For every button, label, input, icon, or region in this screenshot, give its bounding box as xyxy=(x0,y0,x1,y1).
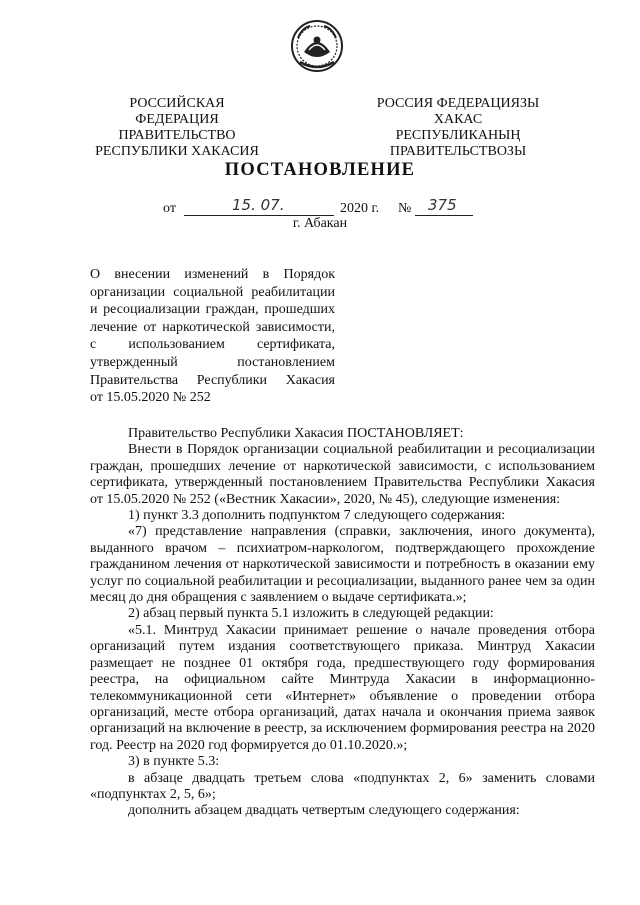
handwritten-number: 375 xyxy=(428,196,457,214)
subject-line-8: от 15.05.2020 № 252 xyxy=(90,390,211,406)
header-left-line-1: РОССИЙСКАЯ ФЕДЕРАЦИЯ xyxy=(129,96,225,127)
body-paragraph: 2) абзац первый пункта 5.1 изложить в следующей редакции: xyxy=(128,606,494,622)
body-paragraph: Внести в Порядок организации социальной реабилитации и ресоциализации граждан, прошедших лечение от наркотической зависимости, с использованием сертификата, утвержденный постановлением Правительства Республики Хакасия от 15.05.2020 № 252 («Вестник Хакасии», 2020, № 45), следующие изменения: xyxy=(90,442,595,507)
body-paragraph: «5.1. Минтруд Хакасии принимает решение о начале проведения отбора организаций путем издания соответствующего приказа. Минтруд Хакасии размещает не позднее 01 октября года, предшествующего году формирования реестра, на официальном сайте Минтруда Хакасии в информационно-телекоммуникационной сети «Интернет» объявление о проведении отбора организаций, месте отбора организаций, датах начала и окончания приема заявок организаций на включение в реестр, за исключением формирования реестра на 2020 год. Реестр на 2020 год формируется до 01.10.2020.»; xyxy=(90,622,595,753)
date-year: 2020 г. xyxy=(340,201,380,216)
coat-of-arms-emblem xyxy=(290,18,344,74)
subject-line-2: организации социальной реабилитации xyxy=(90,284,335,300)
date-from-label: от xyxy=(163,201,176,216)
subject-line-7: Правительства Республики Хакасия xyxy=(90,372,335,388)
body-paragraph: Правительство Республики Хакасия ПОСТАНОВЛЯЕТ: xyxy=(128,426,464,441)
body-paragraph: в абзаце двадцать третьем слова «подпунктах 2, 6» заменить словами «подпунктах 2, 5, 6»; xyxy=(90,770,595,802)
subject-line-5: с использованием сертификата, xyxy=(90,337,335,353)
header-right xyxy=(372,96,544,160)
header-left-line-3: РЕСПУБЛИКИ ХАКАСИЯ xyxy=(95,144,259,159)
header-right-line-1: РОССИЯ ФЕДЕРАЦИЯЗЫ xyxy=(376,96,540,111)
document-subject xyxy=(90,266,335,407)
body-paragraph: «7) представление направления (справки, заключения, иного документа), выданного врачом – психиатром-наркологом, подтверждающего прохождение гражданином лечения от наркотической зависимости и потребность в оказании ему услуг по социальной реабилитации и ресоциализации, выданного ранее чем за один месяц до дня обращения с заявлением о выдаче сертификата.»; xyxy=(90,524,595,606)
handwritten-date: 15. 07. xyxy=(232,196,285,214)
city-name: г. Абакан xyxy=(292,216,348,231)
body-paragraph: дополнить абзацем двадцать четвертым следующего содержания: xyxy=(128,803,520,819)
header-left-line-2: ПРАВИТЕЛЬСТВО xyxy=(118,128,236,143)
body-paragraph: 1) пункт 3.3 дополнить подпунктом 7 следующего содержания: xyxy=(128,508,506,524)
subject-line-3: и ресоциализации граждан, прошедших xyxy=(90,302,335,318)
body-paragraph: 3) в пункте 5.3: xyxy=(128,754,220,770)
header-left xyxy=(88,96,266,160)
number-label: № xyxy=(398,201,412,216)
subject-line-4: лечение от наркотической зависимости, xyxy=(90,319,335,335)
document-title: ПОСТАНОВЛЕНИЕ xyxy=(224,160,416,180)
header-right-line-2: ХАКАС РЕСПУБЛИКАНЫҢ xyxy=(395,112,521,143)
header-right-line-3: ПРАВИТЕЛЬСТВОЗЫ xyxy=(389,144,527,159)
subject-line-6: утвержденный постановлением xyxy=(90,354,335,370)
subject-line-1: О внесении изменений в Порядок xyxy=(90,267,335,282)
document-body xyxy=(90,426,595,820)
